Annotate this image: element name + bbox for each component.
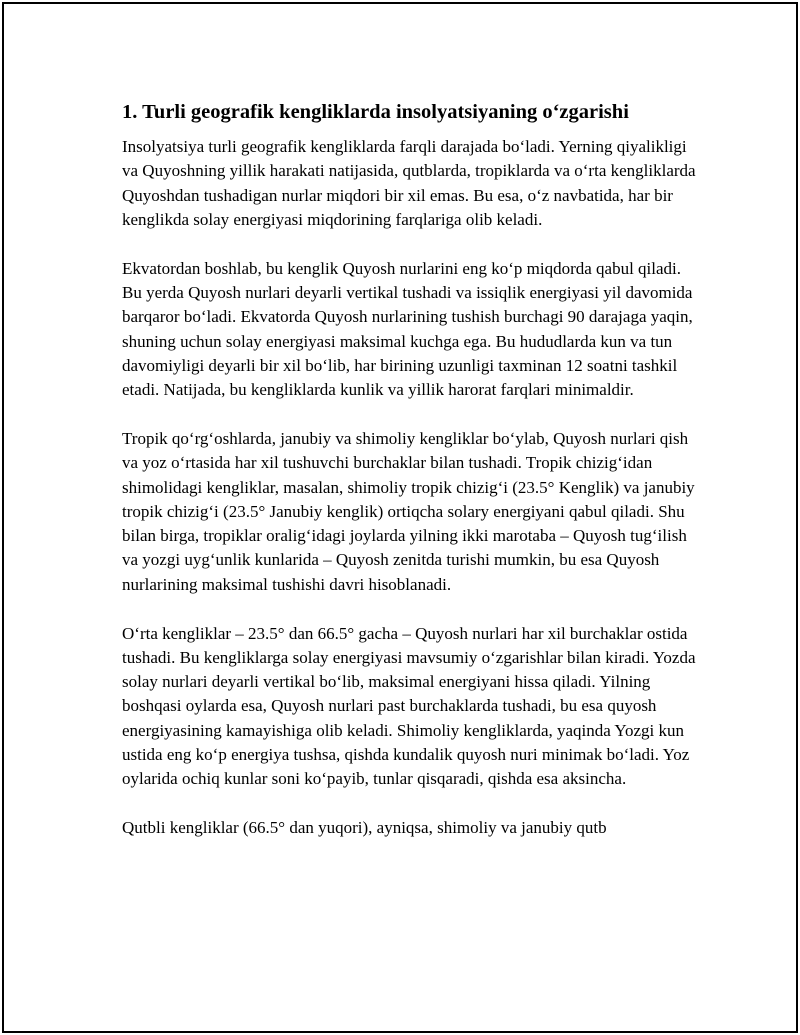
paragraph-equator: Ekvatordan boshlab, bu kenglik Quyosh nurlarini eng ko‘p miqdorda qabul qiladi. Bu yerda Quyosh nurlari deyarli vertikal tushadi va issiqlik energiyasi yil davomida barqaror bo‘ladi. Ekvatorda Quyosh nurlarining tushish burchagi 90 darajaga yaqin, shuning uchun solay energiyasi maksimal kuchga ega. Bu hududlarda kun va tun davomiyligi deyarli bir xil bo‘lib, har birining uzunligi taxminan 12 soatni tashkil etadi. Natijada, bu kengliklarda kunlik va yillik harorat farqlari minimaldir. [122,258,693,400]
paragraph-tropics: Tropik qo‘rg‘oshlarda, janubiy va shimoliy kengliklar bo‘ylab, Quyosh nurlari qish va yoz o‘rtasida har xil tushuvchi burchaklar bilan tushadi. Tropik chizig‘idan shimolidagi kengliklar, masalan, shimoliy tropik chizig‘i (23.5° Kenglik) va janubiy tropik chizig‘i (23.5° Janubiy kenglik) ortiqcha solary energiyani qabul qiladi. Shu bilan birga, tropiklar oralig‘idagi joylarda yilning ikki marotaba – Quyosh tug‘ilish va yozgi uyg‘unlik kunlarida – Quyosh zenitda turishi mumkin, bu esa Quyosh nurlarining maksimal tushishi davri hisoblanadi. [122,428,695,594]
paragraph-insolation-intro: Insolyatsiya turli geografik kengliklarda farqli darajada bo‘ladi. Yerning qiyalikligi va Quyoshning yillik harakati natijasida, qutblarda, tropiklarda va o‘rta kengliklarda Quyoshdan tushadigan nurlar miqdori bir xil emas. Bu esa, o‘z navbatida, har bir kenglikda solay energiyasi miqdorining farqlariga olib keladi. [122,137,696,229]
paragraph-mid-latitudes: O‘rta kengliklar – 23.5° dan 66.5° gacha – Quyosh nurlari har xil burchaklar ostida tushadi. Bu kengliklarga solay energiyasi mavsumiy o‘zgarishlar bilan kiradi. Yozda solay nurlari deyarli vertikal bo‘lib, maksimal energiyani hissa qiladi. Yilning boshqasi oylarda esa, Quyosh nurlari past burchaklarda tushadi, bu esa quyosh energiyasining kamayishiga olib keladi. Shimoliy kengliklarda, yaqinda Yozgi kun ustida eng ko‘p energiya tushsa, qishda kundalik quyosh nuri minimak bo‘ladi. Yoz oylarida ochiq kunlar soni ko‘payib, tunlar qisqaradi, qishda esa aksincha. [122,623,696,789]
paragraph-polar-latitudes: Qutbli kengliklar (66.5° dan yuqori), ayniqsa, shimoliy va janubiy qutb [122,818,607,838]
document-body [122,100,697,865]
page-frame [2,2,798,1033]
section-heading: 1. Turli geografik kengliklarda insolyatsiyaning o‘zgarishi [122,101,629,123]
